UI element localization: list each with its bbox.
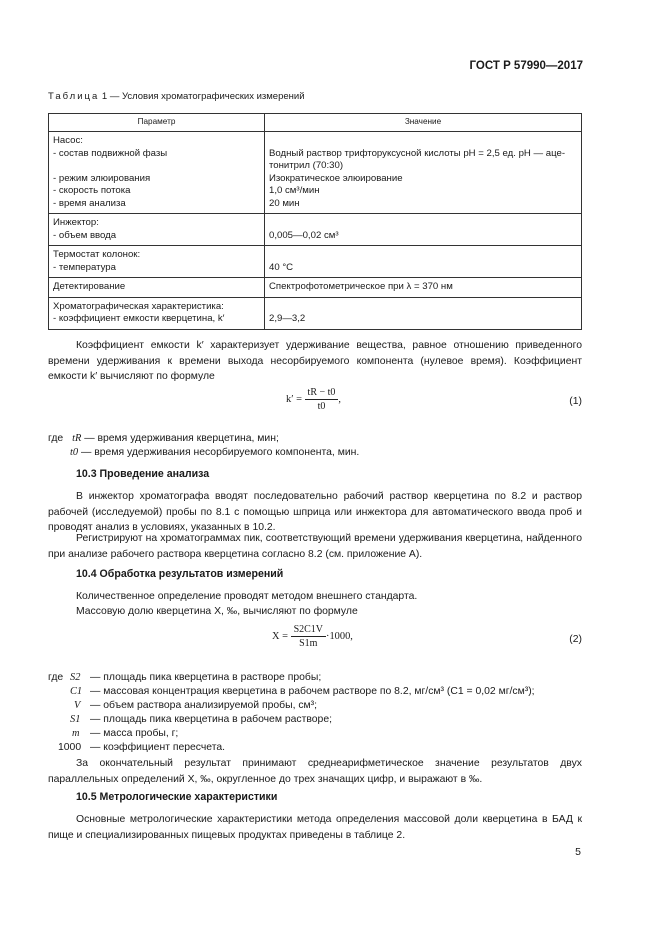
- formula-fraction: [305, 387, 342, 412]
- formula-denominator: S1m: [299, 638, 318, 649]
- cell-line: - скорость потока: [53, 185, 131, 196]
- paragraph-capacity-factor: Коэффициент емкости k′ характеризует удерживание вещества, равное отношению приведенного времени удерживания к времени выхода несорбируемого компонента (нулевое время). Коэффициент емкости k′ вычисляют по формуле: [48, 340, 582, 382]
- cell-line: 1,0 см³/мин: [269, 185, 320, 196]
- definition: — площадь пика кверцетина в растворе пробы;: [90, 672, 322, 683]
- symbol: t0: [70, 447, 79, 458]
- cell-line: Детектирование: [53, 281, 126, 292]
- cell-line: Хроматографическая характеристика:: [53, 300, 224, 312]
- cell-line: - режим элюирования: [53, 172, 151, 184]
- definition: — масса пробы, г;: [90, 728, 179, 739]
- where-label: где: [48, 672, 64, 683]
- cell-line: 0,005—0,02 см³: [269, 229, 339, 241]
- col-header-param: Параметр: [49, 114, 265, 132]
- formula-tail: ·1000,: [326, 630, 353, 642]
- definition: — массовая концентрация кверцетина в рабочем растворе по 8.2, мг/см³ (C1 = 0,02 мг/см³);: [90, 686, 535, 697]
- cell-line: Спектрофотометрическое при λ = 370 нм: [269, 281, 453, 292]
- formula-denominator: t0: [317, 401, 326, 412]
- cell-line: Инжектор:: [53, 217, 99, 228]
- cell-line: 20 мин: [269, 197, 300, 209]
- table-row: [49, 278, 582, 298]
- table-row: [49, 246, 582, 278]
- symbol: V: [74, 700, 81, 711]
- cell-line: тонитрил (70:30): [269, 160, 344, 171]
- paragraph-metrology: Основные метрологические характеристики метода определения массовой доли кверцетина в БАД к пище и специализированных пищевых продуктах приведены в таблице 2.: [48, 814, 582, 841]
- table-caption: [48, 91, 305, 102]
- cell-line: Изократическое элюирование: [269, 172, 403, 184]
- where-label: где: [48, 433, 64, 444]
- paragraph-registration: Регистрируют на хроматограммах пик, соответствующий времени удерживания кверцетина, найденного при анализе рабочего раствора кверцетина согласно 8.2 (см. приложение А).: [48, 533, 582, 560]
- formula-1: [286, 387, 341, 412]
- definition: — площадь пика кверцетина в рабочем растворе;: [90, 714, 332, 725]
- cell-line: Термостат колонок:: [53, 249, 141, 260]
- formula-2: [272, 624, 353, 649]
- table-header-row: [49, 114, 582, 132]
- definition: — объем раствора анализируемой пробы, см³;: [90, 700, 318, 711]
- col-header-value: Значение: [265, 114, 582, 132]
- conditions-table: [48, 113, 582, 330]
- formula-numerator: tR − t0: [305, 387, 339, 400]
- definition: — время удерживания несорбируемого компонента, мин.: [80, 447, 360, 458]
- caption-label: Таблица: [48, 91, 100, 102]
- symbol: m: [72, 728, 80, 739]
- paragraph-injection: В инжектор хроматографа вводят последовательно рабочий раствор кверцетина по 8.2 и раствор рабочей (исследуемой) пробы по 8.1 с помощью шприца или инжектора для автоматического ввода проб и проводят анализ в условиях, указанных в 10.2.: [48, 491, 582, 533]
- table-row: [49, 214, 582, 246]
- formula-lhs: k′ =: [286, 393, 302, 405]
- section-heading-10-3: 10.3 Проведение анализа: [76, 468, 210, 480]
- symbol: S2: [70, 672, 81, 683]
- where-block-1-line2: [70, 446, 359, 460]
- symbol: S1: [70, 714, 81, 725]
- section-heading-10-5: 10.5 Метрологические характеристики: [76, 791, 278, 803]
- paragraph-mass-fraction: Массовую долю кверцетина X, ‰, вычисляют по формуле: [76, 606, 358, 617]
- cell-line: 40 °С: [269, 261, 294, 273]
- cell-line: 2,9—3,2: [269, 313, 306, 324]
- symbol: tR: [72, 433, 82, 444]
- where-block-1: [48, 432, 279, 446]
- paragraph-final-result: За окончательный результат принимают среднеарифметическое значение результатов двух параллельных определений X, ‰, округленное до трех значащих цифр, и выражают в ‰.: [48, 758, 582, 785]
- caption-text: 1 — Условия хроматографических измерений: [101, 91, 305, 102]
- cell-line: - коэффициент емкости кверцетина, k′: [53, 313, 225, 324]
- formula-fraction: [291, 624, 326, 649]
- cell-line: - состав подвижной фазы: [53, 147, 168, 159]
- cell-line: Насос:: [53, 135, 83, 146]
- symbol: C1: [70, 686, 83, 697]
- definition: — время удерживания кверцетина, мин;: [84, 433, 279, 444]
- symbol: 1000: [58, 742, 82, 753]
- equation-number-1: (1): [569, 396, 582, 407]
- section-heading-10-4: 10.4 Обработка результатов измерений: [76, 568, 284, 580]
- standard-header: ГОСТ Р 57990—2017: [469, 60, 583, 72]
- cell-line: Водный раствор трифторуксусной кислоты pH = 2,5 ед. pH — аце-: [269, 147, 566, 159]
- cell-line: - время анализа: [53, 197, 126, 209]
- table-row: [49, 132, 582, 214]
- cell-line: - объем ввода: [53, 229, 117, 241]
- paragraph-external-standard: Количественное определение проводят методом внешнего стандарта.: [76, 591, 418, 602]
- table-row: [49, 297, 582, 329]
- formula-lhs: X =: [272, 630, 288, 642]
- cell-line: - температура: [53, 261, 116, 273]
- equation-number-2: (2): [569, 634, 582, 645]
- formula-tail: ,: [338, 393, 342, 405]
- definition: — коэффициент пересчета.: [90, 742, 226, 753]
- page-number: 5: [575, 846, 581, 858]
- formula-numerator: S2C1V: [291, 624, 326, 637]
